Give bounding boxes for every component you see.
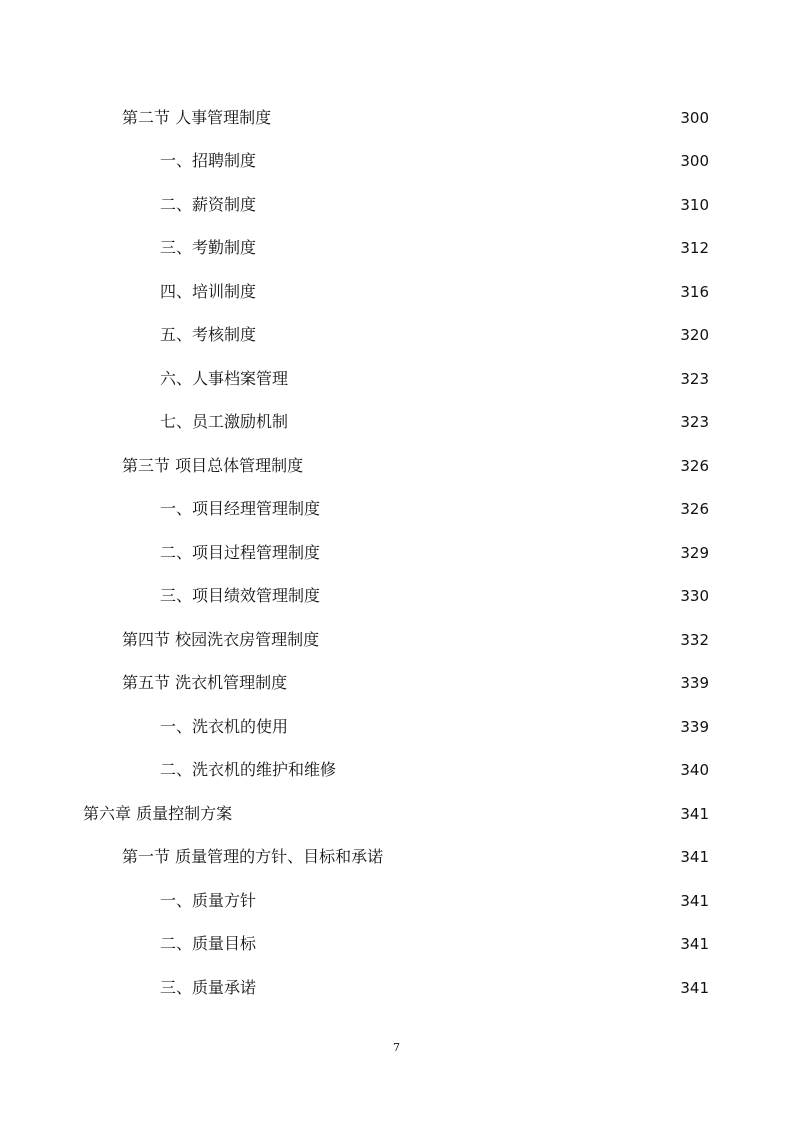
toc-dot-leader [235,804,676,824]
toc-entry-page: 341 [680,848,709,867]
toc-entry[interactable] [0,705,793,749]
toc-dot-leader [291,717,676,737]
toc-entry-title: 第六章 质量控制方案 [83,803,233,823]
toc-dot-leader [290,673,676,693]
toc-entry-page: 326 [680,456,709,475]
toc-entry-title: 七、员工激励机制 [160,412,289,432]
toc-dot-leader [259,891,676,911]
toc-entry[interactable] [0,923,793,967]
toc-entry-title: 第四节 校园洗衣房管理制度 [122,629,320,649]
toc-entry-page: 341 [680,978,709,997]
toc-entry-title: 二、洗衣机的维护和维修 [160,760,337,780]
toc-entry-title: 二、薪资制度 [160,194,257,214]
toc-entry-page: 340 [680,761,709,780]
toc-dot-leader [386,847,676,867]
toc-entry[interactable] [0,270,793,314]
toc-entry-title: 二、项目过程管理制度 [160,542,321,562]
toc-entry-page: 323 [680,413,709,432]
toc-entry-title: 第二节 人事管理制度 [122,107,272,127]
toc-entry[interactable] [0,357,793,401]
toc-entry[interactable] [0,618,793,662]
toc-entry[interactable] [0,96,793,140]
toc-dot-leader [323,499,676,519]
toc-entry[interactable] [0,879,793,923]
toc-entry-page: 341 [680,935,709,954]
toc-entry[interactable] [0,227,793,271]
toc-entry[interactable] [0,140,793,184]
toc-entry[interactable] [0,183,793,227]
toc-entry-page: 339 [680,674,709,693]
toc-entry[interactable] [0,662,793,706]
toc-entry[interactable] [0,444,793,488]
toc-entry-title: 五、考核制度 [160,325,257,345]
toc-dot-leader [259,151,676,171]
toc-entry-title: 一、洗衣机的使用 [160,716,289,736]
table-of-contents [0,96,793,1010]
toc-dot-leader [259,934,676,954]
toc-entry-title: 六、人事档案管理 [160,368,289,388]
toc-entry-page: 339 [680,717,709,736]
toc-entry-page: 341 [680,804,709,823]
toc-entry-title: 一、质量方针 [160,890,257,910]
toc-entry-title: 三、项目绩效管理制度 [160,586,321,606]
toc-entry-page: 300 [680,152,709,171]
toc-entry-title: 四、培训制度 [160,281,257,301]
toc-entry-page: 300 [680,108,709,127]
toc-dot-leader [322,630,676,650]
toc-dot-leader [274,108,676,128]
toc-entry-title: 三、考勤制度 [160,238,257,258]
toc-entry-page: 329 [680,543,709,562]
toc-entry-title: 二、质量目标 [160,934,257,954]
toc-entry-page: 332 [680,630,709,649]
toc-entry-title: 三、质量承诺 [160,977,257,997]
toc-entry-page: 330 [680,587,709,606]
toc-dot-leader [259,238,676,258]
toc-entry[interactable] [0,314,793,358]
toc-entry-page: 323 [680,369,709,388]
toc-entry-page: 326 [680,500,709,519]
toc-dot-leader [291,412,676,432]
toc-dot-leader [259,282,676,302]
toc-dot-leader [259,195,676,215]
toc-entry[interactable] [0,531,793,575]
toc-entry-title: 一、招聘制度 [160,151,257,171]
toc-entry-title: 一、项目经理管理制度 [160,499,321,519]
toc-dot-leader [306,456,676,476]
toc-dot-leader [259,325,676,345]
toc-entry[interactable] [0,792,793,836]
toc-entry[interactable] [0,401,793,445]
toc-entry[interactable] [0,966,793,1010]
toc-dot-leader [323,543,676,563]
toc-entry-page: 320 [680,326,709,345]
toc-entry-page: 310 [680,195,709,214]
toc-entry[interactable] [0,749,793,793]
toc-entry[interactable] [0,836,793,880]
toc-dot-leader [259,978,676,998]
toc-dot-leader [291,369,676,389]
toc-entry[interactable] [0,575,793,619]
toc-entry-page: 341 [680,891,709,910]
toc-dot-leader [323,586,676,606]
toc-entry-page: 316 [680,282,709,301]
toc-entry[interactable] [0,488,793,532]
toc-entry-page: 312 [680,239,709,258]
toc-entry-title: 第一节 质量管理的方针、目标和承诺 [122,847,384,867]
toc-entry-title: 第三节 项目总体管理制度 [122,455,304,475]
toc-dot-leader [339,760,676,780]
toc-entry-title: 第五节 洗衣机管理制度 [122,673,288,693]
page-number: 7 [393,1041,400,1054]
